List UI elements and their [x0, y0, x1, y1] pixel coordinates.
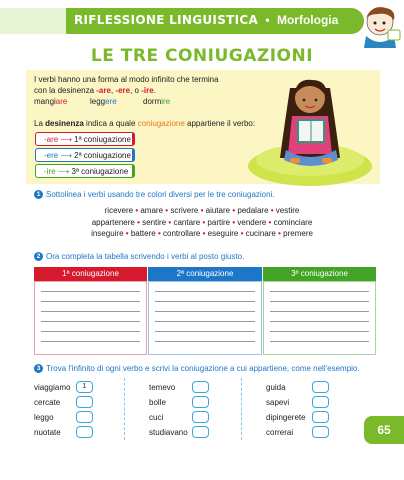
ending-sep-1: , — [110, 86, 116, 95]
exercise-2-number: 2 — [34, 252, 43, 261]
word-coniugazione: coniugazione — [137, 119, 185, 128]
verb-label: nuotate — [34, 428, 61, 437]
verb-label: viaggiamo — [34, 383, 71, 392]
answer-box[interactable] — [192, 381, 209, 393]
answer-box[interactable] — [192, 396, 209, 408]
conjugation-3-card: -ire ⟶ 3ª coniugazione — [35, 164, 135, 178]
exercise-3-instruction: 3 Trova l'infinito di ogni verbo e scrivi la coniugazione a cui appartiene, come nell'esempio. — [34, 364, 360, 373]
exercise-1-number: 1 — [34, 190, 43, 199]
example-leggere: leggere — [90, 97, 117, 106]
table-column-2[interactable] — [148, 281, 262, 355]
intro-line-2 — [34, 85, 156, 96]
arrow-icon: ⟶ — [60, 151, 72, 160]
answer-box[interactable] — [312, 411, 329, 423]
verb-label: correrai — [266, 428, 294, 437]
conjugation-2-card: -ere ⟶ 2ª coniugazione — [35, 148, 135, 162]
table-header-1: 1ª coniugazione — [34, 267, 147, 281]
ending-sep-2: , o — [130, 86, 142, 95]
ending-dot: . — [153, 86, 156, 95]
table-header-2: 2ª coniugazione — [148, 267, 262, 281]
ending-ire: -ire — [141, 86, 154, 95]
verb-label: leggo — [34, 413, 54, 422]
answer-box[interactable] — [312, 396, 329, 408]
verb-label: guida — [266, 383, 286, 392]
header-title — [74, 13, 338, 27]
exercise-2-instruction: 2 Ora completa la tabella scrivendo i verbi al posto giusto. — [34, 252, 244, 261]
arrow-icon: ⟶ — [60, 135, 72, 144]
verb-label: studiavano — [149, 428, 188, 437]
verb-label: sapevi — [266, 398, 290, 407]
answer-box[interactable] — [312, 426, 329, 438]
verbs-row-2: appartenere • sentire • cantare • partire • vendere • cominciare — [91, 217, 313, 227]
verb-label: cuci — [149, 413, 164, 422]
column-divider — [124, 378, 125, 440]
verb-label: dipingerete — [266, 413, 306, 422]
header-bar — [0, 8, 404, 34]
answer-box[interactable]: 1 — [76, 381, 93, 393]
page-number: 65 — [364, 416, 404, 444]
answer-box[interactable] — [76, 396, 93, 408]
intro-line-1: I verbi hanno una forma al modo infinito che termina — [34, 75, 219, 84]
header-section: RIFLESSIONE LINGUISTICA — [74, 13, 259, 27]
header-separator: • — [265, 13, 270, 27]
example-dormire: dormire — [143, 97, 171, 106]
arrow-icon: ⟶ — [57, 167, 70, 176]
example-mangiare: mangiare — [34, 97, 68, 106]
intro-line-2-prefix: con la desinenza — [34, 86, 97, 95]
conjugation-1-card: -are ⟶ 1ª coniugazione — [35, 132, 135, 146]
word-desinenza: desinenza — [45, 119, 84, 128]
table-column-1[interactable] — [34, 281, 147, 355]
ending-are: -are — [96, 86, 111, 95]
verb-label: temevo — [149, 383, 176, 392]
table-header-3: 3ª coniugazione — [263, 267, 376, 281]
header-topic: Morfologia — [276, 13, 339, 27]
exercise-1-instruction: 1 Sottolinea i verbi usando tre colori diversi per le tre coniugazioni. — [34, 190, 275, 199]
table-column-3[interactable] — [263, 281, 376, 355]
answer-box[interactable] — [312, 381, 329, 393]
mascot-boy-illustration — [352, 0, 404, 48]
intro-sentence: La desinenza indica a quale coniugazione appartiene il verbo: — [34, 119, 256, 128]
verb-label: bolle — [149, 398, 166, 407]
girl-reading-illustration — [232, 68, 382, 188]
column-divider — [241, 378, 242, 440]
ending-ere: -ere — [115, 86, 131, 95]
answer-box[interactable] — [192, 426, 209, 438]
verbs-row-3: inseguire • battere • controllare • eseguire • cucinare • premere — [91, 229, 313, 238]
answer-box[interactable] — [76, 411, 93, 423]
answer-box[interactable] — [192, 411, 209, 423]
verb-label: cercate — [34, 398, 61, 407]
verbs-row-1: ricevere • amare • scrivere • aiutare • pedalare • vestire — [104, 206, 300, 215]
exercise-3-number: 3 — [34, 364, 43, 373]
page-title: LE TRE CONIUGAZIONI — [90, 46, 314, 66]
answer-box[interactable] — [76, 426, 93, 438]
